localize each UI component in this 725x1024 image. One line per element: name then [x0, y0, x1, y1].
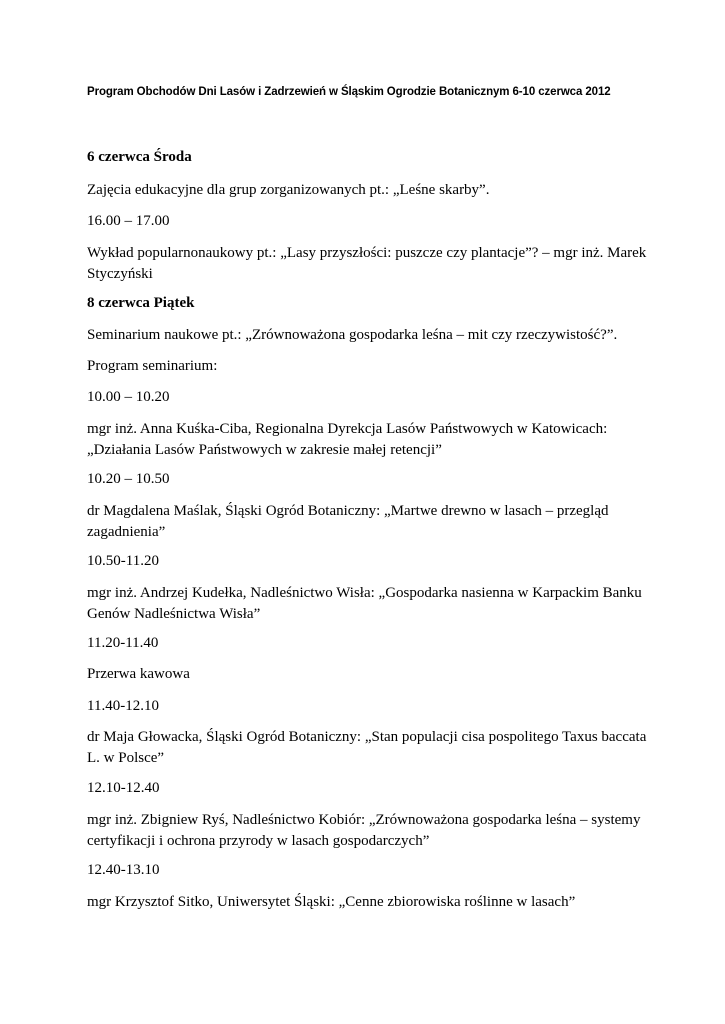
schedule-time: 11.20-11.40	[87, 635, 159, 651]
schedule-item: dr Maja Głowacka, Śląski Ogród Botaniczny: „Stan populacji cisa pospolitego Taxus baccata L. w Polsce”	[87, 729, 647, 766]
schedule-item: mgr inż. Zbigniew Ryś, Nadleśnictwo Kobiór: „Zrównoważona gospodarka leśna – systemy certyfikacji i ochrona przyrody w lasach gospodarczych”	[87, 812, 641, 849]
schedule-time: 10.20 – 10.50	[87, 471, 170, 487]
workshop-description: Zajęcia edukacyjne dla grup zorganizowanych pt.: „Leśne skarby”.	[87, 182, 490, 198]
schedule-item: Przerwa kawowa	[87, 666, 190, 682]
schedule-time: 10.00 – 10.20	[87, 389, 170, 405]
schedule-item: mgr inż. Anna Kuśka-Ciba, Regionalna Dyrekcja Lasów Państwowych w Katowicach: „Działania Lasów Państwowych w zakresie małej retencji”	[87, 421, 608, 458]
program-label: Program seminarium:	[87, 358, 218, 374]
schedule-time: 12.10-12.40	[87, 780, 160, 796]
document-title: Program Obchodów Dni Lasów i Zadrzewień w Śląskim Ogrodzie Botanicznym 6-10 czerwca 2012	[87, 86, 611, 98]
schedule-item: dr Magdalena Maślak, Śląski Ogród Botaniczny: „Martwe drewno w lasach – przegląd zagadnienia”	[87, 503, 609, 540]
schedule-time: 12.40-13.10	[87, 862, 160, 878]
time-slot: 16.00 – 17.00	[87, 213, 170, 229]
day-heading-friday: 8 czerwca Piątek	[87, 295, 195, 311]
lecture-description: Wykład popularnonaukowy pt.: „Lasy przyszłości: puszcze czy plantacje”? – mgr inż. Marek Styczyński	[87, 245, 647, 282]
day-heading-wednesday: 6 czerwca Środa	[87, 149, 192, 165]
schedule-item: mgr Krzysztof Sitko, Uniwersytet Śląski: „Cenne zbiorowiska roślinne w lasach”	[87, 894, 576, 910]
schedule-item: mgr inż. Andrzej Kudełka, Nadleśnictwo Wisła: „Gospodarka nasienna w Karpackim Banku Genów Nadleśnictwa Wisła”	[87, 585, 642, 622]
seminar-description: Seminarium naukowe pt.: „Zrównoważona gospodarka leśna – mit czy rzeczywistość?”.	[87, 327, 618, 343]
schedule-time: 10.50-11.20	[87, 553, 159, 569]
schedule-time: 11.40-12.10	[87, 698, 159, 714]
